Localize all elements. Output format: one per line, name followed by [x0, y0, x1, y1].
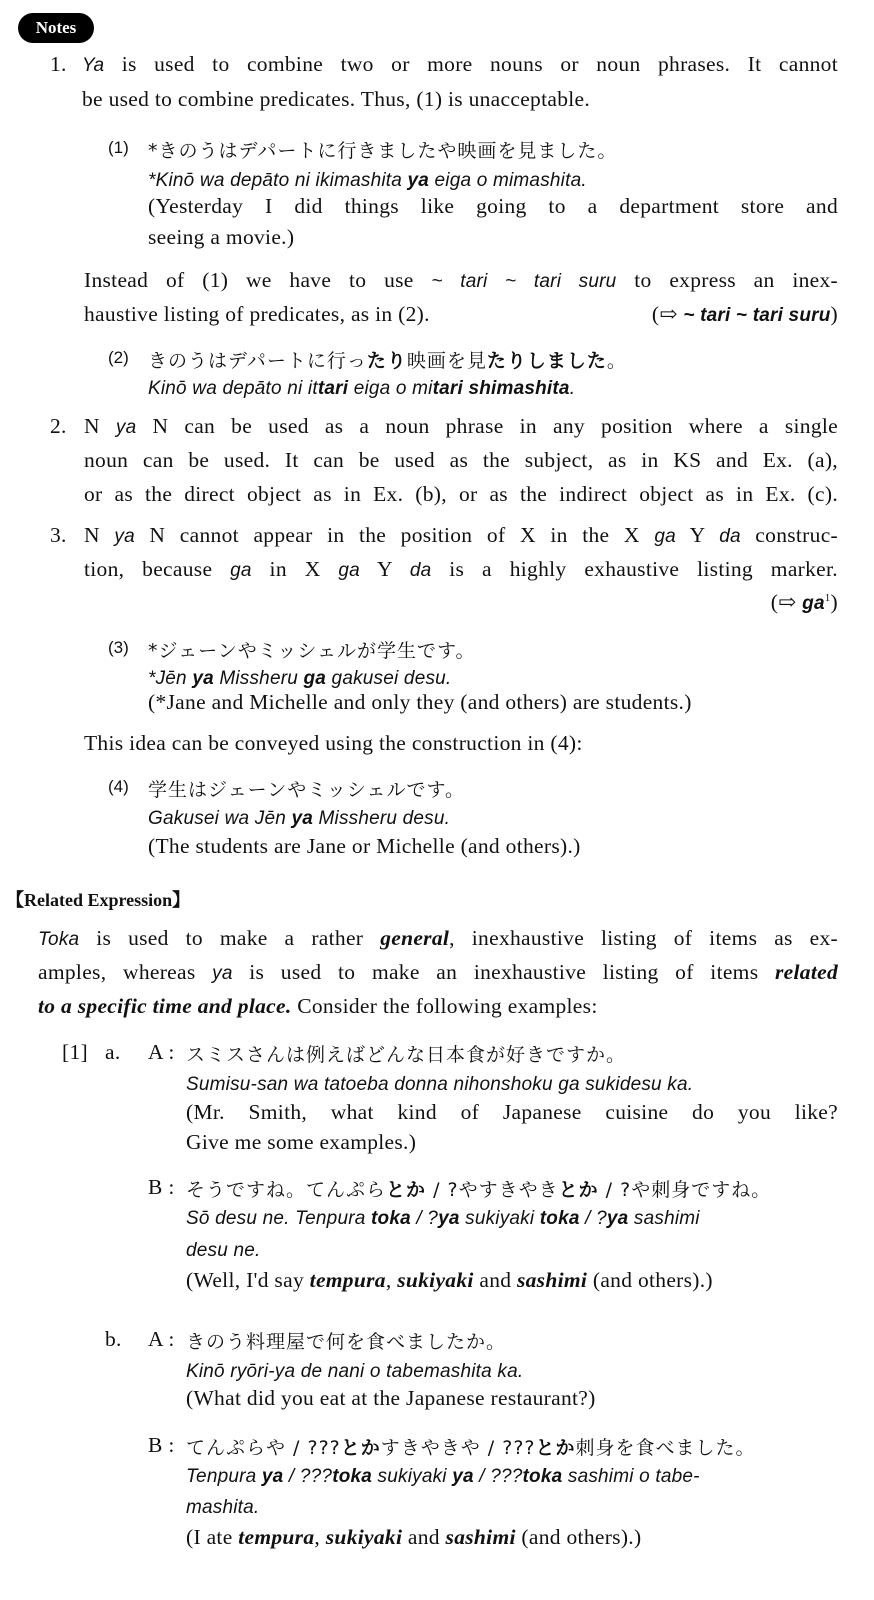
jp-bold: とか — [340, 1437, 381, 1459]
emphasis-specific: to a specific time and place. — [38, 994, 292, 1018]
example-3-japanese: *ジェーンやミッシェルが学生です。 — [148, 640, 476, 662]
romaji-text: Missheru — [213, 668, 304, 689]
emphasis-general: general — [380, 926, 450, 950]
romaji-text: Missheru desu. — [313, 808, 451, 829]
romaji-bold: toka — [539, 1208, 580, 1229]
romaji-text: / ? — [410, 1208, 439, 1229]
note-text: N cannot appear in the position of X in the X — [134, 523, 655, 547]
example-2-label: (2) — [108, 348, 129, 367]
romaji-text: / ??? — [283, 1466, 333, 1487]
related-para-line-3 — [38, 994, 598, 1019]
tr-emph: tempura — [309, 1268, 386, 1292]
romaji-text: Tenpura — [186, 1466, 262, 1487]
romaji-text: . — [569, 378, 576, 399]
example-b-A-romaji: Kinō ryōri-ya de nani o tabemashita ka. — [186, 1361, 524, 1382]
tr-text: (I ate — [186, 1525, 239, 1549]
romaji-text: *Kinō wa depāto ni ikimashita — [148, 170, 408, 191]
romaji-text: *Jēn — [148, 668, 193, 689]
example-3-translation: (*Jane and Michelle and only they (and others) are students.) — [148, 690, 692, 714]
example-4-translation: (The students are Jane or Michelle (and others).) — [148, 834, 581, 858]
tr-text: and — [402, 1525, 446, 1549]
arrow-icon: (⇨ — [651, 302, 684, 326]
romaji-text: sukiyaki — [372, 1466, 453, 1487]
tr-text: (and others).) — [515, 1525, 642, 1549]
example-a-B-japanese — [186, 1175, 771, 1202]
romaji-bold: ya — [192, 668, 214, 689]
tr-text: (Well, I'd say — [186, 1268, 310, 1292]
tr-emph: sashimi — [516, 1268, 588, 1292]
note-text: construc- — [740, 523, 838, 547]
para-text: is used to make a rather — [79, 926, 381, 950]
jp-text: そうですね。てんぷら — [186, 1179, 387, 1201]
tr-text: , — [385, 1268, 398, 1292]
instead-text: Instead of (1) we have to use — [84, 268, 432, 292]
term-ga: ga — [230, 560, 252, 581]
instead-line-2: haustive listing of predicates, as in (2). — [84, 302, 430, 326]
jp-text: 。 — [606, 350, 627, 372]
example-b-label: b. — [105, 1327, 122, 1351]
note-1-number: 1. — [50, 52, 67, 76]
tr-text: and — [473, 1268, 517, 1292]
tr-emph: sukiyaki — [397, 1268, 474, 1292]
cross-ref-term: ga — [802, 593, 825, 614]
note-1-text: is used to combine two or more nouns or noun phrases. It cannot — [104, 52, 838, 76]
jp-bold: たりしました — [486, 350, 607, 372]
romaji-text: / ? — [579, 1208, 607, 1229]
example-4-japanese: 学生はジェーンやミッシェルです。 — [148, 779, 465, 801]
example-2-romaji — [148, 378, 575, 400]
romaji-text: Sō desu ne. Tenpura — [186, 1208, 371, 1229]
romaji-bold: ya — [438, 1208, 460, 1229]
example-set-label: [1] — [62, 1040, 88, 1064]
related-expression-heading: 【Related Expression】 — [6, 890, 191, 910]
example-a-B-translation — [186, 1268, 713, 1293]
example-b-B-japanese — [186, 1433, 756, 1460]
instead-line-1 — [84, 268, 838, 293]
jp-text: てんぷらや / ??? — [186, 1437, 341, 1459]
para-text: , inexhaustive listing of items as ex- — [449, 926, 838, 950]
romaji-bold: ya — [606, 1208, 629, 1229]
cross-ref-superscript: 1 — [824, 591, 831, 604]
cross-ref-close: ) — [830, 302, 838, 326]
speaker-b: B : — [148, 1433, 175, 1457]
tr-text: (and others).) — [587, 1268, 713, 1292]
cross-ref-tari[interactable] — [652, 302, 838, 327]
term-tari-tari-suru: ~ tari ~ tari suru — [431, 271, 617, 292]
para-text: is used to make an inexhaustive listing of items — [232, 960, 775, 984]
romaji-text: Gakusei wa Jēn — [148, 808, 292, 829]
cross-ref-close: ) — [830, 590, 838, 614]
note-1-line-1 — [82, 52, 838, 77]
jp-bold: とか — [386, 1179, 427, 1201]
note-2-line-2: noun can be used. It can be used as the subject, as in KS and Ex. (a), — [84, 448, 838, 472]
example-1-label: (1) — [108, 138, 129, 157]
romaji-text: sashimi — [628, 1208, 700, 1229]
example-b-A-translation: (What did you eat at the Japanese restaurant?) — [186, 1386, 596, 1410]
example-a-A-japanese: スミスさんは例えばどんな日本食が好きですか。 — [186, 1044, 627, 1066]
note-text: Y — [675, 523, 720, 547]
cross-ref-term: ~ tari ~ tari suru — [683, 305, 831, 326]
example-4-label: (4) — [108, 777, 129, 796]
romaji-text: sukiyaki — [459, 1208, 540, 1229]
note-text: tion, because — [84, 557, 231, 581]
term-ya: ya — [212, 963, 233, 984]
note-text: is a highly exhaustive listing marker. — [431, 557, 838, 581]
example-a-B-romaji-1 — [186, 1208, 700, 1230]
example-1-translation-2: seeing a movie.) — [148, 225, 295, 249]
romaji-bold: tari shimashita — [432, 378, 570, 399]
romaji-text: Kinō wa depāto ni it — [148, 378, 318, 399]
note-text: Y — [359, 557, 410, 581]
term-da: da — [719, 526, 741, 547]
romaji-bold: ya — [261, 1466, 284, 1487]
example-b-A-japanese: きのう料理屋で何を食べましたか。 — [186, 1331, 507, 1353]
example-a-B-romaji-2: desu ne. — [186, 1240, 261, 1261]
convey-text: This idea can be conveyed using the construction in (4): — [84, 731, 583, 755]
romaji-bold: toka — [522, 1466, 563, 1487]
jp-bold: とか — [558, 1179, 599, 1201]
term-ya: Ya — [82, 55, 105, 76]
note-3-line-1 — [84, 523, 838, 548]
note-2-line-3: or as the direct object as in Ex. (b), or as the indirect object as in Ex. (c). — [84, 482, 838, 506]
romaji-text: eiga o mi — [348, 378, 433, 399]
related-para-line-2 — [38, 960, 838, 985]
emphasis-related: related — [775, 960, 838, 984]
example-1-japanese: *きのうはデパートに行きましたや映画を見ました。 — [148, 140, 618, 162]
cross-ref-ga[interactable] — [771, 590, 838, 615]
romaji-bold: toka — [371, 1208, 411, 1229]
example-1-romaji — [148, 170, 587, 192]
note-text: N — [84, 414, 116, 438]
term-da: da — [409, 560, 432, 581]
romaji-bold: ya — [291, 808, 314, 829]
jp-bold: たり — [366, 350, 407, 372]
jp-text: / ?やすきやき — [426, 1179, 559, 1201]
note-3-line-2 — [84, 557, 838, 582]
jp-bold: とか — [535, 1437, 576, 1459]
example-b-B-romaji-2: mashita. — [186, 1497, 260, 1518]
example-3-romaji — [148, 668, 451, 690]
para-text: Consider the following examples: — [291, 994, 598, 1018]
example-a-A-translation-1: (Mr. Smith, what kind of Japanese cuisine do you like? — [186, 1100, 838, 1124]
note-1-line-2: be used to combine predicates. Thus, (1) is unacceptable. — [82, 87, 591, 111]
speaker-a: A : — [148, 1327, 175, 1351]
note-2-line-1 — [84, 414, 838, 439]
romaji-bold: toka — [332, 1466, 373, 1487]
note-3-number: 3. — [50, 523, 67, 547]
note-text: in X — [251, 557, 339, 581]
related-para-line-1 — [38, 926, 838, 951]
jp-text: 刺身を食べました。 — [575, 1437, 756, 1459]
romaji-bold: ga — [303, 668, 327, 689]
jp-text: すきやきや / ??? — [380, 1437, 536, 1459]
example-4-romaji — [148, 808, 450, 830]
jp-text: / ?や刺身ですね。 — [598, 1179, 772, 1201]
example-a-label: a. — [105, 1040, 121, 1064]
jp-text: 映画を見 — [406, 350, 487, 372]
romaji-text: sashimi o tabe- — [562, 1466, 700, 1487]
example-b-B-translation — [186, 1525, 641, 1550]
tr-emph: sukiyaki — [325, 1525, 403, 1549]
jp-text: きのうはデパートに行っ — [148, 350, 367, 372]
note-text: N can be used as a noun phrase in any position where a single — [136, 414, 838, 438]
notes-badge: Notes — [18, 13, 94, 43]
term-ya: ya — [114, 526, 135, 547]
term-ga: ga — [338, 560, 360, 581]
arrow-icon: (⇨ — [770, 590, 803, 614]
example-3-label: (3) — [108, 638, 129, 657]
example-2-japanese — [148, 346, 627, 373]
note-text: N — [84, 523, 115, 547]
term-ga: ga — [654, 526, 676, 547]
romaji-bold: ya — [452, 1466, 474, 1487]
romaji-bold-ya: ya — [407, 170, 430, 191]
romaji-bold: tari — [317, 378, 349, 399]
example-1-translation-1: (Yesterday I did things like going to a department store and — [148, 194, 838, 218]
example-a-A-romaji: Sumisu-san wa tatoeba donna nihonshoku ga sukidesu ka. — [186, 1074, 694, 1095]
instead-text: to express an inex- — [616, 268, 839, 292]
speaker-a: A : — [148, 1040, 175, 1064]
speaker-b: B : — [148, 1175, 175, 1199]
tr-emph: sashimi — [445, 1525, 516, 1549]
example-b-B-romaji-1 — [186, 1466, 700, 1488]
note-2-number: 2. — [50, 414, 67, 438]
example-a-A-translation-2: Give me some examples.) — [186, 1130, 417, 1154]
romaji-text: gakusei desu. — [326, 668, 452, 689]
tr-emph: tempura — [238, 1525, 315, 1549]
romaji-text: / ??? — [473, 1466, 523, 1487]
para-text: amples, whereas — [38, 960, 213, 984]
term-toka: Toka — [38, 929, 80, 950]
romaji-text: eiga o mimashita. — [429, 170, 587, 191]
tr-text: , — [314, 1525, 326, 1549]
term-ya: ya — [115, 417, 137, 438]
